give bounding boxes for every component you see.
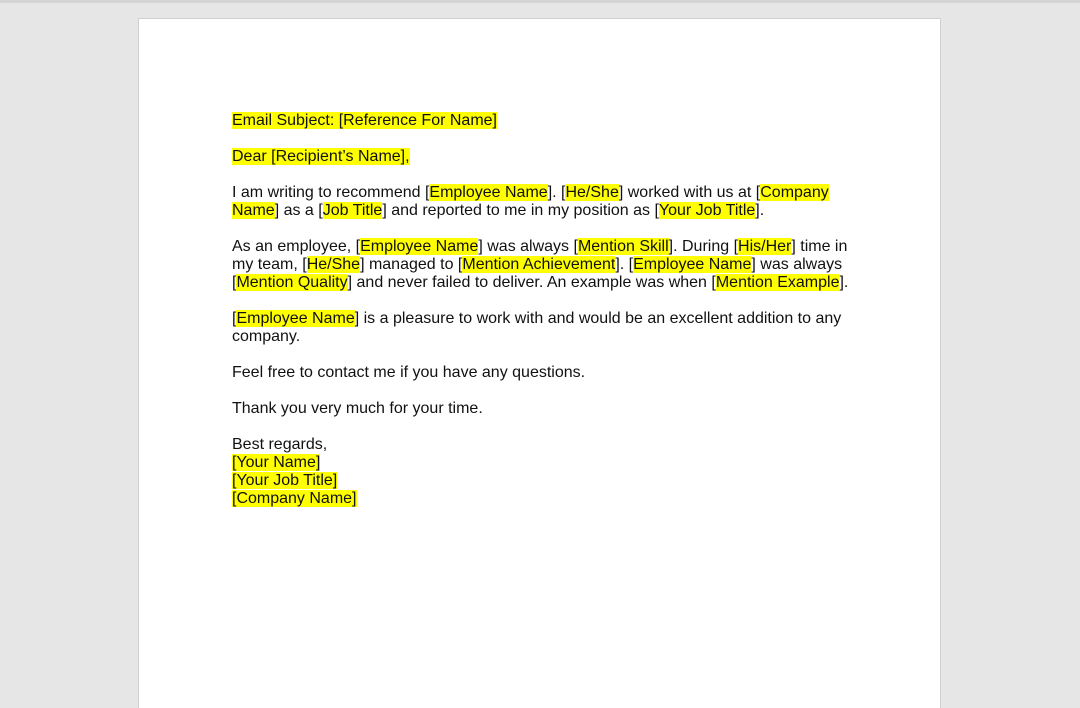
signature-name: [Your Name] bbox=[232, 454, 321, 471]
text-run: As an employee, [ bbox=[232, 238, 361, 255]
paragraph-1-line-1 bbox=[232, 184, 852, 202]
text-run: ]. [ bbox=[615, 256, 634, 273]
text-run: ]. bbox=[755, 202, 765, 219]
placeholder-company-name: Name bbox=[232, 202, 275, 219]
signature-title-line bbox=[232, 472, 852, 490]
signature-company-line bbox=[232, 490, 852, 508]
text-run: my team, [ bbox=[232, 256, 307, 273]
placeholder-your-job-title: Your Job Title bbox=[658, 202, 756, 219]
placeholder-employee-name: Employee Name bbox=[236, 310, 355, 327]
placeholder-employee-name: Employee Name bbox=[360, 238, 479, 255]
greeting-line bbox=[232, 148, 852, 166]
text-run: ] was always [ bbox=[478, 238, 578, 255]
text-run: [ bbox=[232, 310, 237, 327]
paragraph-3-line-2: company. bbox=[232, 328, 301, 345]
placeholder-mention-quality: Mention Quality bbox=[236, 274, 348, 291]
placeholder-employee-name: Employee Name bbox=[429, 184, 548, 201]
text-run: ] worked with us at [ bbox=[618, 184, 761, 201]
subject-text: Email Subject: [Reference For Name] bbox=[232, 112, 497, 129]
placeholder-mention-achievement: Mention Achievement bbox=[462, 256, 616, 273]
text-run: ]. bbox=[839, 274, 849, 291]
signature-name-line bbox=[232, 454, 852, 472]
placeholder-his-her: His/Her bbox=[738, 238, 792, 255]
text-run: ]. [ bbox=[547, 184, 566, 201]
text-run: [ bbox=[232, 274, 237, 291]
paragraph-1-line-2 bbox=[232, 202, 852, 220]
signature-company: [Company Name] bbox=[232, 490, 357, 507]
signature-title: [Your Job Title] bbox=[232, 472, 338, 489]
text-run: I am writing to recommend [ bbox=[232, 184, 430, 201]
paragraph-2-line-2 bbox=[232, 256, 852, 274]
letter-body bbox=[232, 112, 852, 526]
toolbar-shadow bbox=[0, 0, 1080, 3]
paragraph-1 bbox=[232, 184, 852, 220]
placeholder-job-title: Job Title bbox=[322, 202, 383, 219]
text-run: ] managed to [ bbox=[360, 256, 463, 273]
text-run: ] and reported to me in my position as [ bbox=[382, 202, 659, 219]
document-page[interactable] bbox=[138, 18, 941, 708]
text-run: ] was always bbox=[751, 256, 843, 273]
placeholder-he-she: He/She bbox=[306, 256, 361, 273]
placeholder-employee-name: Employee Name bbox=[633, 256, 752, 273]
paragraph-3-line-1 bbox=[232, 310, 852, 328]
text-run: ] is a pleasure to work with and would be an excellent addition to any bbox=[354, 310, 842, 327]
paragraph-4: Feel free to contact me if you have any questions. bbox=[232, 364, 586, 381]
placeholder-he-she: He/She bbox=[565, 184, 619, 201]
placeholder-company-name: Company bbox=[760, 184, 829, 201]
paragraph-3 bbox=[232, 310, 852, 346]
paragraph-2 bbox=[232, 238, 852, 292]
signature-block bbox=[232, 436, 852, 508]
closing-text: Best regards, bbox=[232, 436, 328, 453]
text-run: ] as a [ bbox=[274, 202, 323, 219]
text-run: ] and never failed to deliver. An example was when [ bbox=[347, 274, 716, 291]
paragraph-2-line-1 bbox=[232, 238, 852, 256]
paragraph-5: Thank you very much for your time. bbox=[232, 400, 483, 417]
subject-line bbox=[232, 112, 852, 130]
paragraph-2-line-3 bbox=[232, 274, 852, 292]
text-run: ]. During [ bbox=[668, 238, 739, 255]
greeting-text: Dear [Recipient’s Name], bbox=[232, 148, 410, 165]
text-run: ] time in bbox=[791, 238, 848, 255]
placeholder-mention-example: Mention Example bbox=[715, 274, 840, 291]
placeholder-mention-skill: Mention Skill bbox=[577, 238, 669, 255]
